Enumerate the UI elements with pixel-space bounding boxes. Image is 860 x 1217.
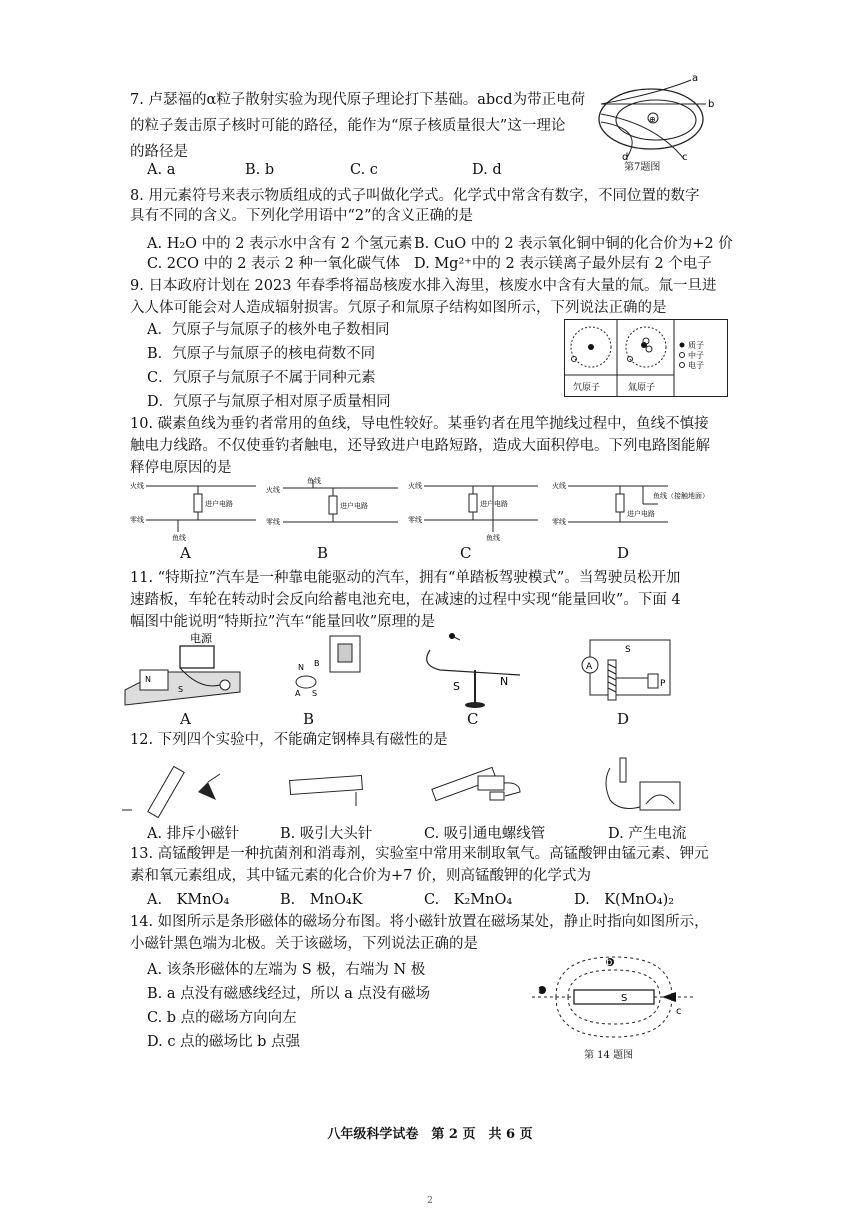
q14-option-a[interactable]: A. 该条形磁体的左端为 S 极，右端为 N 极 bbox=[147, 962, 426, 978]
q12-option-a[interactable]: A. 排斥小磁针 bbox=[147, 826, 240, 842]
q10-a-circuit-label: 进户电路 bbox=[205, 500, 233, 508]
svg-text:⊕: ⊕ bbox=[649, 115, 656, 124]
q14-fig-caption: 第 14 题图 bbox=[584, 1050, 634, 1061]
q10-line1: 10. 碳素鱼线为垂钓者常用的鱼线，导电性较好。某垂钓者在甩竿抛线过程中，鱼线不慎接 bbox=[130, 416, 709, 432]
q7-alpha-scattering-figure bbox=[596, 74, 726, 174]
q14-option-c[interactable]: C. b 点的磁场方向向左 bbox=[147, 1010, 297, 1026]
q10-a-fire-label: 火线 bbox=[130, 482, 144, 490]
q10-circuit-c bbox=[408, 481, 538, 542]
q9-label-protium: 氕原子 bbox=[573, 383, 601, 393]
q10-a-fishline-label: 鱼线 bbox=[172, 534, 186, 542]
q12-figure-c bbox=[432, 767, 520, 800]
q12-figure-a bbox=[122, 766, 220, 817]
svg-text:B: B bbox=[314, 659, 320, 668]
q8-line2: 具有不同的含义。下列化学用语中“2”的含义正确的是 bbox=[130, 208, 474, 224]
page-number: 2 bbox=[427, 1196, 433, 1206]
q13-line1: 13. 高锰酸钾是一种抗菌剂和消毒剂，实验室中常用来制取氧气。高锰酸钾由锰元素、钾元 bbox=[130, 846, 709, 862]
q10-circuit-diagrams bbox=[128, 476, 728, 542]
q9-option-b[interactable]: B．氕原子与氚原子的核电荷数不同 bbox=[147, 346, 376, 362]
q9-legend-neutron: 中子 bbox=[688, 351, 704, 360]
q9-label-tritium: 氚原子 bbox=[628, 383, 656, 393]
q10-circuit-b bbox=[266, 476, 398, 526]
q10-b-fishline-label: 鱼线 bbox=[307, 477, 321, 485]
q11-figure-a bbox=[125, 631, 240, 705]
q13-option-d[interactable]: D. K(MnO₄)₂ bbox=[574, 892, 675, 908]
q10-b-zero-label: 零线 bbox=[266, 518, 280, 526]
q10-d-circuit-label: 进户电路 bbox=[627, 510, 655, 518]
q14-option-d[interactable]: D. c 点的磁场比 b 点强 bbox=[147, 1034, 301, 1050]
q9-line2: 入人体可能会对人造成辐射损害。氕原子和氚原子结构如图所示，下列说法正确的是 bbox=[130, 300, 667, 316]
q7-option-b[interactable]: B. b bbox=[245, 162, 275, 178]
q7-line3: 的路径是 bbox=[130, 144, 188, 160]
q10-option-d[interactable]: D bbox=[617, 544, 630, 562]
q8-option-a[interactable]: A. H₂O 中的 2 表示水中含有 2 个氢元素 bbox=[147, 236, 413, 252]
q11-option-a[interactable]: A bbox=[180, 710, 191, 728]
q14-magnet-label-s: S bbox=[621, 993, 628, 1004]
q9-option-a[interactable]: A．氕原子与氚原子的核外电子数相同 bbox=[147, 322, 390, 338]
q14-option-b[interactable]: B. a 点没有磁感线经过，所以 a 点没有磁场 bbox=[147, 986, 430, 1002]
q7-line1: 7. 卢瑟福的α粒子散射实验为现代原子理论打下基础。abcd为带正电荷 bbox=[130, 92, 586, 108]
q10-c-fishline-label: 鱼线 bbox=[486, 534, 500, 542]
svg-text:A: A bbox=[295, 689, 301, 698]
q10-c-fire-label: 火线 bbox=[408, 482, 422, 490]
q12-option-c[interactable]: C. 吸引通电螺线管 bbox=[424, 826, 546, 842]
q9-atom-structure-figure bbox=[564, 319, 728, 397]
q10-d-fishline-ground-label: 鱼线（接触地面） bbox=[653, 492, 709, 500]
q13-option-a[interactable]: A. KMnO₄ bbox=[147, 892, 230, 908]
q8-option-b[interactable]: B. CuO 中的 2 表示氧化铜中铜的化合价为+2 价 bbox=[414, 236, 733, 252]
q12-option-d[interactable]: D. 产生电流 bbox=[608, 826, 687, 842]
q12-figures bbox=[120, 752, 700, 822]
q10-c-circuit-label: 进户电路 bbox=[480, 500, 508, 508]
q13-option-b[interactable]: B. MnO₄K bbox=[280, 892, 363, 908]
q14-point-b-label: b bbox=[606, 957, 613, 968]
q11-figure-b bbox=[295, 636, 360, 698]
q13-option-c[interactable]: C. K₂MnO₄ bbox=[424, 892, 513, 908]
q9-legend-proton: 质子 bbox=[688, 341, 704, 350]
q11-figures bbox=[120, 630, 680, 710]
q7-label-a: a bbox=[692, 74, 699, 84]
q9-line1: 9. 日本政府计划在 2023 年春季将福岛核废水排入海里，核废水中含有大量的氚。氚一旦进 bbox=[130, 278, 717, 294]
q7-label-c: c bbox=[682, 152, 688, 163]
q11-figure-c bbox=[427, 633, 520, 708]
q12-figure-b bbox=[290, 776, 363, 806]
q11-line2: 速踏板，车轮在转动时会反向给蓄电池充电，在减速的过程中实现“能量回收”。下面 4 bbox=[130, 592, 681, 608]
q14-point-c-label: c bbox=[676, 1006, 682, 1017]
q10-option-a[interactable]: A bbox=[180, 544, 191, 562]
q11-line3: 幅图中能说明“特斯拉”汽车“能量回收”原理的是 bbox=[130, 614, 436, 630]
q12-option-b[interactable]: B. 吸引大头针 bbox=[280, 826, 373, 842]
q11-power-label: 电源 bbox=[190, 632, 212, 645]
q7-label-b: b bbox=[708, 99, 715, 110]
q7-option-c[interactable]: C. c bbox=[350, 162, 378, 178]
q14-line2: 小磁针黑色端为北极。关于该磁场，下列说法正确的是 bbox=[130, 936, 478, 952]
q12-line1: 12. 下列四个实验中，不能确定钢棒具有磁性的是 bbox=[130, 732, 448, 748]
q7-fig-caption: 第7题图 bbox=[624, 162, 661, 173]
svg-text:N: N bbox=[145, 675, 151, 684]
q11-option-d[interactable]: D bbox=[617, 710, 630, 728]
q11-option-c[interactable]: C bbox=[467, 710, 479, 728]
q10-line2: 触电力线路。不仅使垂钓者触电，还导致进户电路短路，造成大面积停电。下列电路图能解 bbox=[130, 438, 710, 454]
q10-c-zero-label: 零线 bbox=[408, 516, 422, 524]
q9-option-d[interactable]: D．氕原子与氚原子相对原子质量相同 bbox=[147, 394, 391, 410]
q10-circuit-a bbox=[130, 481, 256, 542]
q10-a-zero-label: 零线 bbox=[130, 516, 144, 524]
q8-option-c[interactable]: C. 2CO 中的 2 表示 2 种一氧化碳气体 bbox=[147, 256, 400, 272]
q8-option-d[interactable]: D. Mg²⁺中的 2 表示镁离子最外层有 2 个电子 bbox=[414, 256, 712, 272]
q9-option-c[interactable]: C．氕原子与氚原子不属于同种元素 bbox=[147, 370, 376, 386]
svg-text:N: N bbox=[500, 675, 509, 688]
q12-figure-d bbox=[606, 758, 680, 810]
q10-d-zero-label: 零线 bbox=[552, 518, 566, 526]
q10-line3: 释停电原因的是 bbox=[130, 460, 232, 476]
q14-point-a-label: a bbox=[534, 984, 541, 995]
q10-circuit-d bbox=[552, 481, 709, 526]
q14-bar-magnet-field-figure bbox=[526, 952, 702, 1044]
svg-text:P: P bbox=[660, 679, 666, 689]
svg-text:S: S bbox=[178, 685, 184, 694]
svg-text:S: S bbox=[312, 689, 318, 698]
q8-line1: 8. 用元素符号来表示物质组成的式子叫做化学式。化学式中常含有数字，不同位置的数字 bbox=[130, 188, 700, 204]
q11-figure-d bbox=[582, 640, 670, 700]
q9-legend-electron: 电子 bbox=[688, 361, 704, 370]
q7-option-d[interactable]: D. d bbox=[472, 162, 502, 178]
q10-b-fire-label: 火线 bbox=[266, 486, 280, 494]
q7-label-d: d bbox=[622, 152, 629, 163]
svg-text:N: N bbox=[298, 663, 304, 672]
q10-d-fire-label: 火线 bbox=[552, 482, 566, 490]
svg-text:S: S bbox=[453, 680, 460, 693]
q11-option-b[interactable]: B bbox=[303, 710, 315, 728]
svg-text:S: S bbox=[625, 645, 631, 655]
svg-text:A: A bbox=[586, 662, 593, 672]
q14-line1: 14. 如图所示是条形磁体的磁场分布图。将小磁针放置在磁场某处，静止时指向如图所示， bbox=[130, 914, 709, 930]
q10-option-c[interactable]: C bbox=[460, 544, 472, 562]
q10-option-b[interactable]: B bbox=[317, 544, 329, 562]
page-footer: 八年级科学试卷 第 2 页 共 6 页 bbox=[327, 1127, 533, 1142]
q7-line2: 的粒子轰击原子核时可能的路径，能作为“原子核质量很大”这一理论 bbox=[130, 118, 566, 134]
q11-line1: 11. “特斯拉”汽车是一种靠电能驱动的汽车，拥有“单踏板驾驶模式”。当驾驶员松开加 bbox=[130, 570, 681, 586]
q10-b-circuit-label: 进户电路 bbox=[340, 502, 368, 510]
q13-line2: 素和氧元素组成，其中锰元素的化合价为+7 价，则高锰酸钾的化学式为 bbox=[130, 868, 591, 884]
q7-option-a[interactable]: A. a bbox=[147, 162, 176, 178]
